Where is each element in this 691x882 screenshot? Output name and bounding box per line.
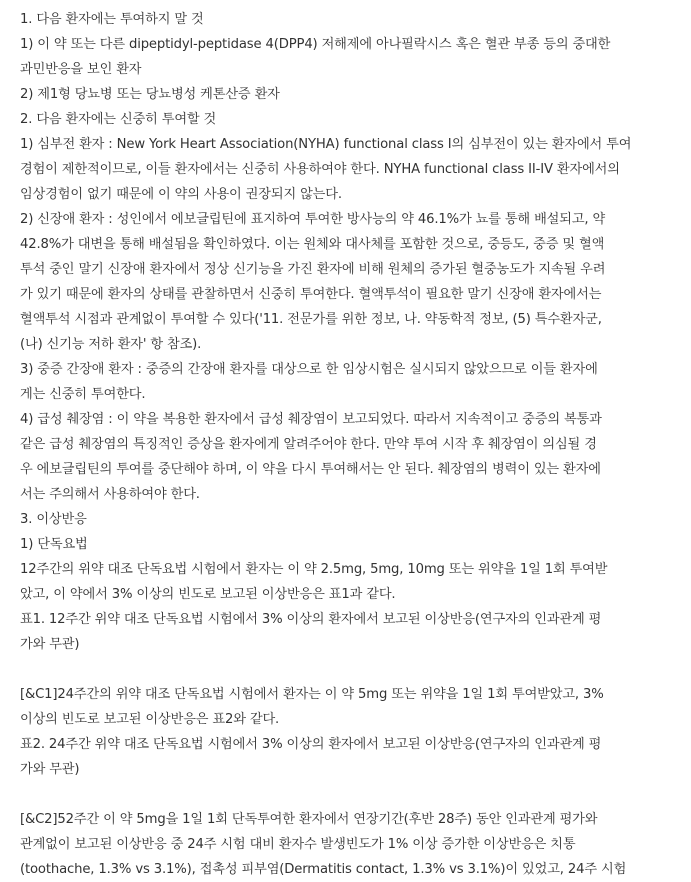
text-line: 4) 급성 췌장염 : 이 약을 복용한 환자에서 급성 췌장염이 보고되었다. 따라서 지속적이고 중증의 복통과 [20, 412, 602, 427]
text-line: 서는 주의해서 사용하여야 한다. [20, 487, 200, 502]
text-line: 가 있기 때문에 환자의 상태를 관찰하면서 신중히 투여한다. 혈액투석이 필요한 말기 신장애 환자에서는 [20, 287, 602, 302]
text-line: 42.8%가 대변을 통해 배설됨을 확인하였다. 이는 원체와 대사체를 포함한 것으로, 중등도, 중증 및 혈액 [20, 237, 605, 252]
text-line: 았고, 이 약에서 3% 이상의 빈도로 보고된 이상반응은 표1과 같다. [20, 587, 396, 602]
blank-line [20, 657, 680, 682]
text-line: 관계없이 보고된 이상반응 중 24주 시험 대비 환자수 발생빈도가 1% 이상 증가한 이상반응은 치통 [20, 837, 576, 852]
text-line: 3) 중증 간장애 환자 : 중증의 간장애 환자를 대상으로 한 임상시험은 실시되지 않았으므로 이들 환자에 [20, 362, 598, 377]
text-line: [&C2]52주간 이 약 5mg을 1일 1회 단독투여한 환자에서 연장기간(후반 28주) 동안 인과관계 평가와 [20, 812, 598, 827]
text-line: 가와 무관) [20, 762, 80, 777]
text-line: 1. 다음 환자에는 투여하지 말 것 [20, 12, 204, 27]
text-line: 임상경험이 없기 때문에 이 약의 사용이 권장되지 않는다. [20, 187, 342, 202]
text-line: [&C1]24주간의 위약 대조 단독요법 시험에서 환자는 이 약 5mg 또는 위약을 1일 1회 투여받았고, 3% [20, 687, 604, 702]
text-line: 1) 심부전 환자 : New York Heart Association(NYHA) functional class I의 심부전이 있는 환자에서 투여 [20, 137, 632, 152]
text-line: 1) 이 약 또는 다른 dipeptidyl-peptidase 4(DPP4) 저해제에 아나필락시스 혹은 혈관 부종 등의 중대한 [20, 37, 611, 52]
text-line: 게는 신중히 투여한다. [20, 387, 146, 402]
text-line: 경험이 제한적이므로, 이들 환자에서는 신중히 사용하여야 한다. NYHA functional class II-IV 환자에서의 [20, 162, 620, 177]
text-line: 1) 단독요법 [20, 537, 88, 552]
text-line: 2. 다음 환자에는 신중히 투여할 것 [20, 112, 217, 127]
text-line: 2) 제1형 당뇨병 또는 당뇨병성 케톤산증 환자 [20, 87, 280, 102]
text-line: 과민반응을 보인 환자 [20, 62, 142, 77]
text-line: (나) 신기능 저하 환자' 항 참조). [20, 337, 202, 352]
text-line: 혈액투석 시점과 관계없이 투여할 수 있다('11. 전문가를 위한 정보, 나. 약동학적 정보, (5) 특수환자군, [20, 312, 602, 327]
text-line: 이상의 빈도로 보고된 이상반응은 표2와 같다. [20, 712, 280, 727]
text-line: 3. 이상반응 [20, 512, 87, 527]
text-line: 가와 무관) [20, 637, 80, 652]
document-body [20, 7, 680, 882]
text-line: 우 에보글립틴의 투여를 중단해야 하며, 이 약을 다시 투여해서는 안 된다. 췌장염의 병력이 있는 환자에 [20, 462, 601, 477]
text-line: 12주간의 위약 대조 단독요법 시험에서 환자는 이 약 2.5mg, 5mg, 10mg 또는 위약을 1일 1회 투여받 [20, 562, 608, 577]
text-line: 2) 신장애 환자 : 성인에서 에보글립틴에 표지하여 투여한 방사능의 약 46.1%가 뇨를 통해 배설되고, 약 [20, 212, 606, 227]
text-line: 표1. 12주간 위약 대조 단독요법 시험에서 3% 이상의 환자에서 보고된 이상반응(연구자의 인과관계 평 [20, 612, 602, 627]
text-line: 투석 중인 말기 신장애 환자에서 정상 신기능을 가진 환자에 비해 원체의 증가된 혈중농도가 지속될 우려 [20, 262, 606, 277]
text-line: 같은 급성 췌장염의 특징적인 증상을 환자에게 알려주어야 한다. 만약 투여 시작 후 췌장염이 의심될 경 [20, 437, 597, 452]
text-line: 표2. 24주간 위약 대조 단독요법 시험에서 3% 이상의 환자에서 보고된 이상반응(연구자의 인과관계 평 [20, 737, 602, 752]
text-line: (toothache, 1.3% vs 3.1%), 접촉성 피부염(Dermatitis contact, 1.3% vs 3.1%)이 있었고, 24주 시험 [20, 862, 627, 877]
blank-line [20, 782, 680, 807]
